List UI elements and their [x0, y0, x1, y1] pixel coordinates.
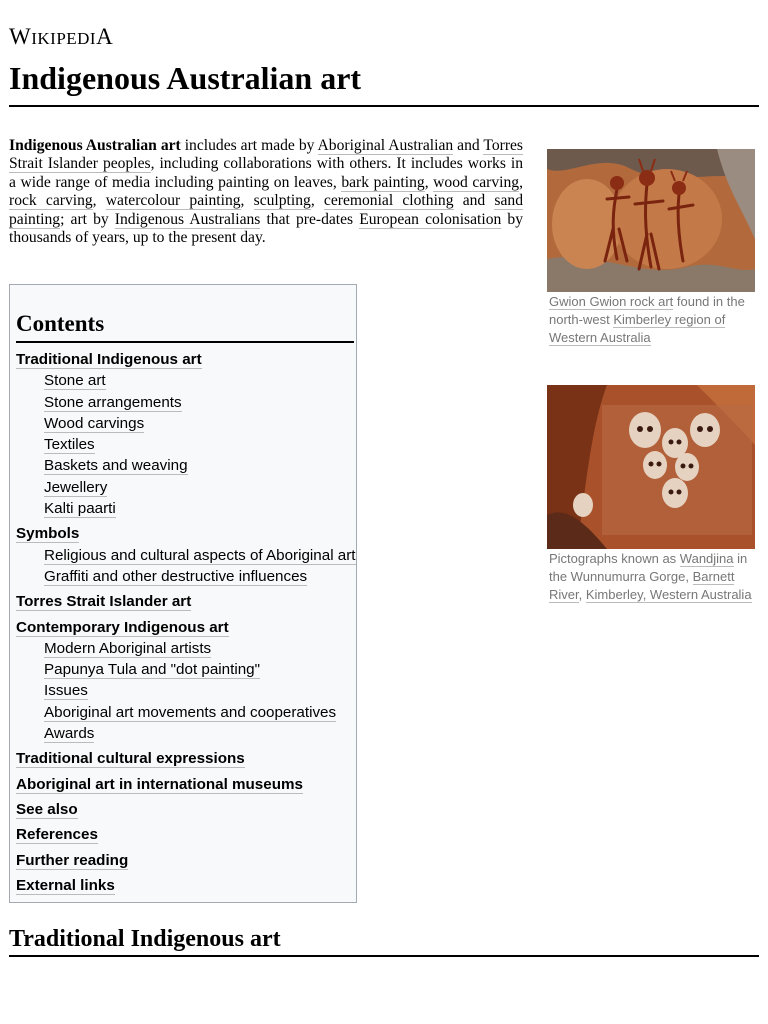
toc-item[interactable]	[16, 370, 356, 391]
toc-link[interactable]: See also	[16, 800, 78, 818]
intro-text: , including collaborations with others. It includes works in a wide range of media including painting on leaves,	[9, 155, 523, 191]
link-indigenous-australians[interactable]: Indigenous Australians	[114, 210, 261, 228]
intro-text: includes art made by	[180, 137, 318, 154]
intro-text: by thousands of years, up to the present day.	[9, 210, 523, 247]
figure-caption	[547, 293, 755, 347]
toc-item[interactable]	[16, 774, 356, 795]
intro-paragraph	[9, 137, 523, 247]
toc-link[interactable]: Aboriginal art movements and cooperatives	[44, 703, 337, 721]
toc-item[interactable]	[16, 566, 356, 587]
link-wandjina[interactable]: Wandjina	[679, 551, 734, 566]
toc-item[interactable]	[16, 413, 356, 434]
intro-text: ,	[92, 192, 106, 210]
wordmark-w: W	[9, 24, 32, 49]
toc-item[interactable]	[16, 824, 356, 845]
toc-item[interactable]	[16, 392, 356, 413]
toc-title: Contents	[16, 311, 105, 336]
toc-link[interactable]: Further reading	[16, 851, 129, 869]
intro-text: ,	[240, 192, 254, 210]
section-heading: Traditional Indigenous art	[9, 926, 281, 952]
caption-text: found in the north-west	[549, 294, 745, 327]
toc-list	[16, 349, 356, 896]
toc-link[interactable]: Traditional cultural expressions	[16, 750, 245, 768]
intro-text: ,	[519, 173, 524, 191]
toc-item[interactable]	[16, 545, 356, 566]
link-sculpting[interactable]: sculpting	[253, 192, 311, 210]
toc-link[interactable]: Awards	[44, 725, 95, 743]
intro-text: ,	[424, 173, 434, 191]
toc-item[interactable]	[16, 799, 356, 820]
toc-item[interactable]	[16, 523, 356, 544]
link-european-colonisation[interactable]: European colonisation	[359, 210, 502, 228]
link-gwion-gwion-rock-art[interactable]: Gwion Gwion rock art	[549, 294, 674, 309]
toc-item[interactable]	[16, 723, 356, 744]
section-divider	[9, 955, 759, 957]
table-of-contents	[9, 284, 357, 903]
toc-link[interactable]: Stone arrangements	[44, 393, 182, 411]
toc-item[interactable]	[16, 850, 356, 871]
toc-link[interactable]: Baskets and weaving	[44, 457, 188, 475]
link-sand-painting[interactable]: sand painting	[9, 192, 523, 228]
toc-item[interactable]	[16, 638, 356, 659]
toc-item[interactable]	[16, 659, 356, 680]
figure-gwion-gwion	[547, 149, 755, 347]
toc-item[interactable]	[16, 748, 356, 769]
wordmark-smallcaps: IKIPEDI	[31, 29, 97, 48]
toc-item[interactable]	[16, 349, 356, 370]
link-kimberley-western-australia[interactable]: Kimberley, Western Australia	[585, 587, 752, 602]
toc-link[interactable]: Graffiti and other destructive influences	[44, 567, 308, 585]
link-kimberley-region[interactable]: Kimberley region of Western Australia	[549, 312, 726, 345]
figure-caption	[547, 550, 755, 604]
toc-item[interactable]	[16, 477, 356, 498]
caption-text: in the Wunnumurra Gorge,	[549, 551, 748, 584]
toc-link[interactable]: Contemporary Indigenous art	[16, 618, 229, 636]
intro-text: ; art by	[60, 210, 115, 228]
toc-item[interactable]	[16, 434, 356, 455]
toc-link[interactable]: Torres Strait Islander art	[16, 593, 192, 611]
toc-link[interactable]: References	[16, 826, 98, 844]
toc-item[interactable]	[16, 617, 356, 638]
toc-link[interactable]: Religious and cultural aspects of Aboriginal art	[44, 546, 356, 564]
toc-divider	[16, 341, 354, 343]
link-rock-carving[interactable]: rock carving	[9, 192, 93, 210]
link-ceremonial-clothing[interactable]: ceremonial clothing	[323, 192, 454, 210]
toc-link[interactable]: Traditional Indigenous art	[16, 351, 202, 368]
toc-link[interactable]: Jewellery	[44, 478, 108, 496]
toc-link[interactable]: Wood carvings	[44, 414, 145, 432]
caption-text: ,	[578, 587, 586, 602]
rock-art-image[interactable]	[547, 149, 755, 292]
toc-item[interactable]	[16, 875, 356, 896]
link-bark-painting[interactable]: bark painting	[341, 173, 425, 191]
link-watercolour-painting[interactable]: watercolour painting	[105, 192, 241, 210]
toc-link[interactable]: Modern Aboriginal artists	[44, 639, 212, 657]
toc-link[interactable]: Issues	[44, 682, 88, 700]
toc-link[interactable]: Aboriginal art in international museums	[16, 775, 303, 793]
intro-text: and	[453, 192, 495, 210]
intro-text: that pre-dates	[260, 210, 360, 228]
link-aboriginal-australian[interactable]: Aboriginal Australian	[317, 137, 454, 154]
toc-link[interactable]: Textiles	[44, 436, 95, 454]
toc-item[interactable]	[16, 702, 356, 723]
wikipedia-wordmark[interactable]	[9, 24, 113, 50]
intro-bold-term: Indigenous Australian art	[9, 137, 181, 154]
toc-item[interactable]	[16, 591, 356, 612]
wandjina-image[interactable]	[547, 385, 755, 549]
toc-link[interactable]: Papunya Tula and "dot painting"	[44, 661, 260, 679]
toc-item[interactable]	[16, 498, 356, 519]
toc-link[interactable]: Stone art	[44, 372, 106, 390]
link-barnett-river[interactable]: Barnett River	[549, 569, 735, 602]
toc-link[interactable]: External links	[16, 876, 115, 894]
link-wood-carving[interactable]: wood carving	[433, 173, 520, 191]
figure-wandjina	[547, 385, 755, 604]
toc-item[interactable]	[16, 680, 356, 701]
page-title: Indigenous Australian art	[9, 60, 362, 96]
caption-text: Pictographs known as	[549, 551, 680, 566]
intro-text: and	[453, 137, 484, 154]
title-divider	[9, 105, 759, 107]
toc-link[interactable]: Kalti paarti	[44, 500, 116, 518]
wordmark-a: A	[96, 24, 114, 49]
intro-text: ,	[310, 192, 324, 210]
link-torres-strait-islander-peoples[interactable]: Torres Strait Islander peoples	[9, 137, 523, 173]
toc-link[interactable]: Symbols	[16, 525, 80, 543]
toc-item[interactable]	[16, 455, 356, 476]
